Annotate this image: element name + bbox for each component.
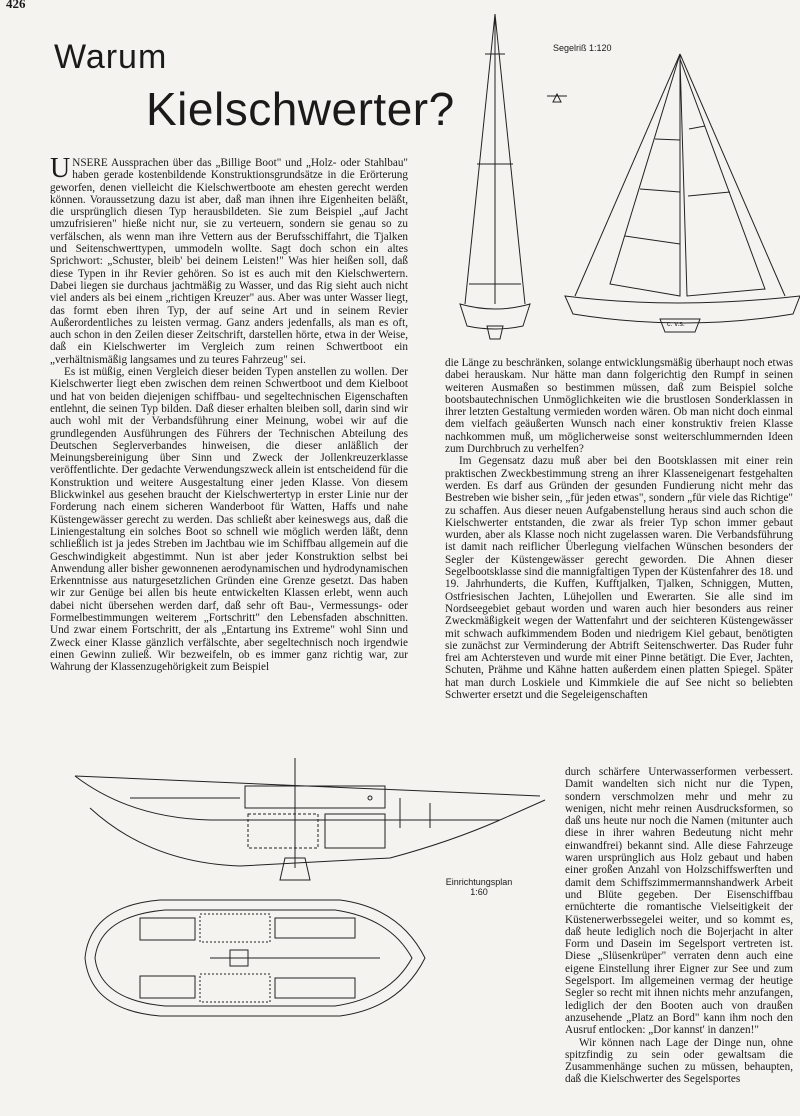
interior-plan-caption-line-2: 1:60 bbox=[470, 887, 488, 897]
sail-plan-drawing bbox=[455, 14, 800, 344]
col3-paragraph-1: durch schärfere Unterwasserformen verbessert. Damit wandelten sich nicht nur die Typen, sondern verschmolzen mehr und mehr zu wenigen, nicht mehr reinen Ausdrucksformen, so daß uns heute nur noch die Namen (mitunter auch diese in ihrer wahren Bedeutung nicht mehr einwandfrei) bekannt sind. Alle diese Fahrzeuge waren ursprünglich aus Holz gebaut und haben einer großen Anzahl von Holzschiffswerften und damit dem Schiffszimmermannshandwerk Arbeit und Blüte gegeben. Der Eisenschiffbau ernüchterte die romantische Vielseitigkeit der Küstenerwerbssegelei weiter, und so kommt es, daß heute lediglich noch die Bojerjacht in alter Form und Dasein im Segelsport vertreten ist. Diese „Slüsenkrüper" verraten denn auch eine eigene Einstellung ihrer Eigner zur See und zum Segelsport. Im allgemeinen vermag der heutige Segler so recht mit ihnen nichts mehr anzufangen, lediglich der den Booten auch von draußen anzusehende „Platz an Bord" kann ihm noch den Ausruf entlocken: „Dor kannst' in danzen!" bbox=[565, 766, 793, 1037]
sail-plan-caption: Segelriß 1:120 bbox=[553, 43, 612, 53]
interior-plan-caption bbox=[444, 877, 514, 897]
col1-paragraph-2: Es ist müßig, einen Vergleich dieser beiden Typen anstellen zu wollen. Der Kielschwerter liegt eben zwischen dem reinen Schwertboot und dem Kielboot und hat von beiden diejenigen schiffbau- und segeltechnischen Eigenschaften entlehnt, die seinen Typ bilden. Daß dieser erhalten bleiben soll, darin sind wir auch wohl mit der Verbandsführung einer Meinung, wobei wir auf die grundlegenden Ausführungen des Führers der Technischen Abteilung des Deutschen Seglerverbandes hinweisen, die dieser anläßlich der Meinungsbereinigung über Sinn und Zweck der Jollenkreuzerklasse veröffentlichte. Der gedachte Verwendungszweck allein ist entscheidend für die Konstruktion und weitere Ausgestaltung einer jeden Klasse. Von diesem Blickwinkel aus gesehen braucht der Kielschwertertyp in erster Linie nur der Forderung nach einem sicheren Wanderboot für Watten, Haffs und nahe Küstengewässer gerecht zu werden. Das schließt aber keineswegs aus, daß die Liniengestaltung ein solches Boot so schnell wie möglich werden läßt, denn schließlich ist ja jedes Streben im Jachtbau wie im Schiffbau allgemein auf die Geschwindigkeit abgestimmt. Nun ist aber jeder Konstruktion selbst bei Anwendung aller bisher gewonnenen aerodynamischen und hydrodynamischen Erkenntnisse aus naturgesetzlichen Gründen eine Grenze gesetzt. Das haben wir zur Genüge bei allen bis heute entwickelten Klassen erlebt, wenn auch dabei nicht übersehen werden darf, daß sehr oft Bau-, Vermessungs- oder Formelbestimmungen weiterem „Fortschritt" den Lebensfaden abschnitten. Und zwar einem Fortschritt, der als „Entartung ins Extreme" wohl Sinn und Zweck einer Klasse gänzlich verfälschte, aber segeltechnisch noch irgendwie einen Gewinn zuließ. Wir bezweifeln, ob es immer ganz richtig war, zur Wahrung der Klassenzugehörigkeit zum Beispiel bbox=[50, 366, 408, 674]
drop-cap: U bbox=[50, 157, 71, 184]
svg-text:c. v.s.: c. v.s. bbox=[667, 321, 685, 328]
interior-plan-drawing bbox=[80, 888, 430, 1028]
column-2 bbox=[445, 357, 793, 765]
page-number: 426 bbox=[6, 0, 26, 11]
title-line-2: Kielschwerter? bbox=[146, 83, 455, 135]
column-1 bbox=[50, 157, 408, 759]
col2-paragraph-1: die Länge zu beschränken, solange entwicklungsmäßig überhaupt noch etwas dabei herauskam. Nur hätte man dann folgerichtig den Rumpf in seinen weiteren Ausmaßen so bestimmen müssen, daß zum Beispiel solche bootsbautechnischen Unmöglichkeiten wie die brustlosen Sonderklassen in ihrer letzten Gestaltung vermieden worden wären. Ob man nicht doch einmal dem vielfach geäußerten Wunsch nach einer konstruktiv freien Klasse nachkommen muß, um möglicherweise sonst weiterschlummernden Ideen zum Durchbruch zu verhelfen? bbox=[445, 357, 793, 456]
interior-plan-caption-line-1: Einrichtungsplan bbox=[445, 877, 513, 887]
title-line-1: Warum bbox=[54, 38, 168, 76]
col1-paragraph-1: NSERE Aussprachen über das „Billige Boot" und „Holz- oder Stahlbau" haben gerade kostenbildende Konstruktionsgrundsätze in die Erörterung geworfen, denen vielleicht die Kielschwertboote am ehesten gerecht werden können. Voraussetzung dazu ist aber, daß man ihnen ihre Eigenheiten beläßt, die ursprünglich diesen Typ herausbildeten. Sie zum Beispiel „auf Jacht umzufrisieren" hieße nicht nur, sie zu verteuern, sondern sie genau so zu verfälschen, als wenn man ihre Vettern aus der Berufsschiffahrt, die Tjalken und Seitenschwerttypen, ummodeln wollte. Sagt doch schon ein altes Sprichwort: „Schuster, bleib' bei deinem Leisten!" Was hier heißen soll, daß diese Typen in ihr Revier gehören. So ist es auch mit den Kielschwertern. Dabei liegen sie durchaus jachtmäßig zu Wasser, und das Rig sieht auch nicht viel anders als bei einem „richtigen Kreuzer" aus. Aber was unter Wasser liegt, das formt eben ihren Typ, der auf seine Art und in seinem Revier Außerordentliches zu leisten vermag. Ganz anders jedenfalls, als man es oft, auch schon in den Zeilen dieser Zeitschrift, darstellen hörte, etwa in der Weise, daß ein Kielschwerter im Vergleich zum reinen Schwertboot ein „verhältnismäßig langsames und zu teures Fahrzeug" sei. bbox=[50, 157, 408, 366]
interior-profile-drawing bbox=[70, 758, 550, 883]
col3-paragraph-2: Wir können nach Lage der Dinge nun, ohne spitzfindig zu sein oder gewaltsam die Zusammenhänge suchen zu müssen, behaupten, daß die Kielschwerter des Segelsportes bbox=[565, 1036, 793, 1086]
col2-paragraph-2: Im Gegensatz dazu muß aber bei den Bootsklassen mit einer rein praktischen Zweckbestimmung streng an ihrer Klasseneigenart festgehalten werden. Es darf aus Gründen der gesunden Fundierung nicht mehr das Bestreben wie bisher sein, „für jeden etwas", sondern „für viele das Richtige" zu schaffen. Aus dieser neuen Aufgabenstellung heraus sind auch schon die Kielschwerter entstanden, die zwar als freier Typ schon immer gebaut wurden, aber als Klasse noch nicht zugelassen waren. Die Verbandsführung ist damit nach reiflicher Überlegung vielfachen Wünschen besonders der Segler der Küstengewässer gerecht geworden. Die Ahnen dieser Segelbootsklasse sind die mannigfaltigen Typen der Küstenfahrer des 18. und 19. Jahrhunderts, die Kuffen, Kufftjalken, Tjalken, Schniggen, Mutten, Ostfriesischen Jachten, Lühejollen und Ewerarten. Sie alle sind im Nordseegebiet gebaut worden und waren auch hier besonders aus reiner Zweckmäßigkeit wegen der Wattenfahrt und der seichteren Küstengewässer mit schwach aufkimmendem Boden und niedrigem Kiel gebaut, benötigten sie zunächst zur Verminderung der Abtrift Seitenschwerter. Das Ruder fuhr frei am Achtersteven und wurde mit einer Pinne betätigt. Die Ever, Jachten, Schuten, Prähme und Kähne hatten außerdem einen platten Spiegel. Später hat man durch Loskiele und Kimmkiele die auf See nicht so beliebten Schwerter ersetzt und die Segeleigenschaften bbox=[445, 455, 793, 702]
column-3 bbox=[565, 766, 793, 1112]
